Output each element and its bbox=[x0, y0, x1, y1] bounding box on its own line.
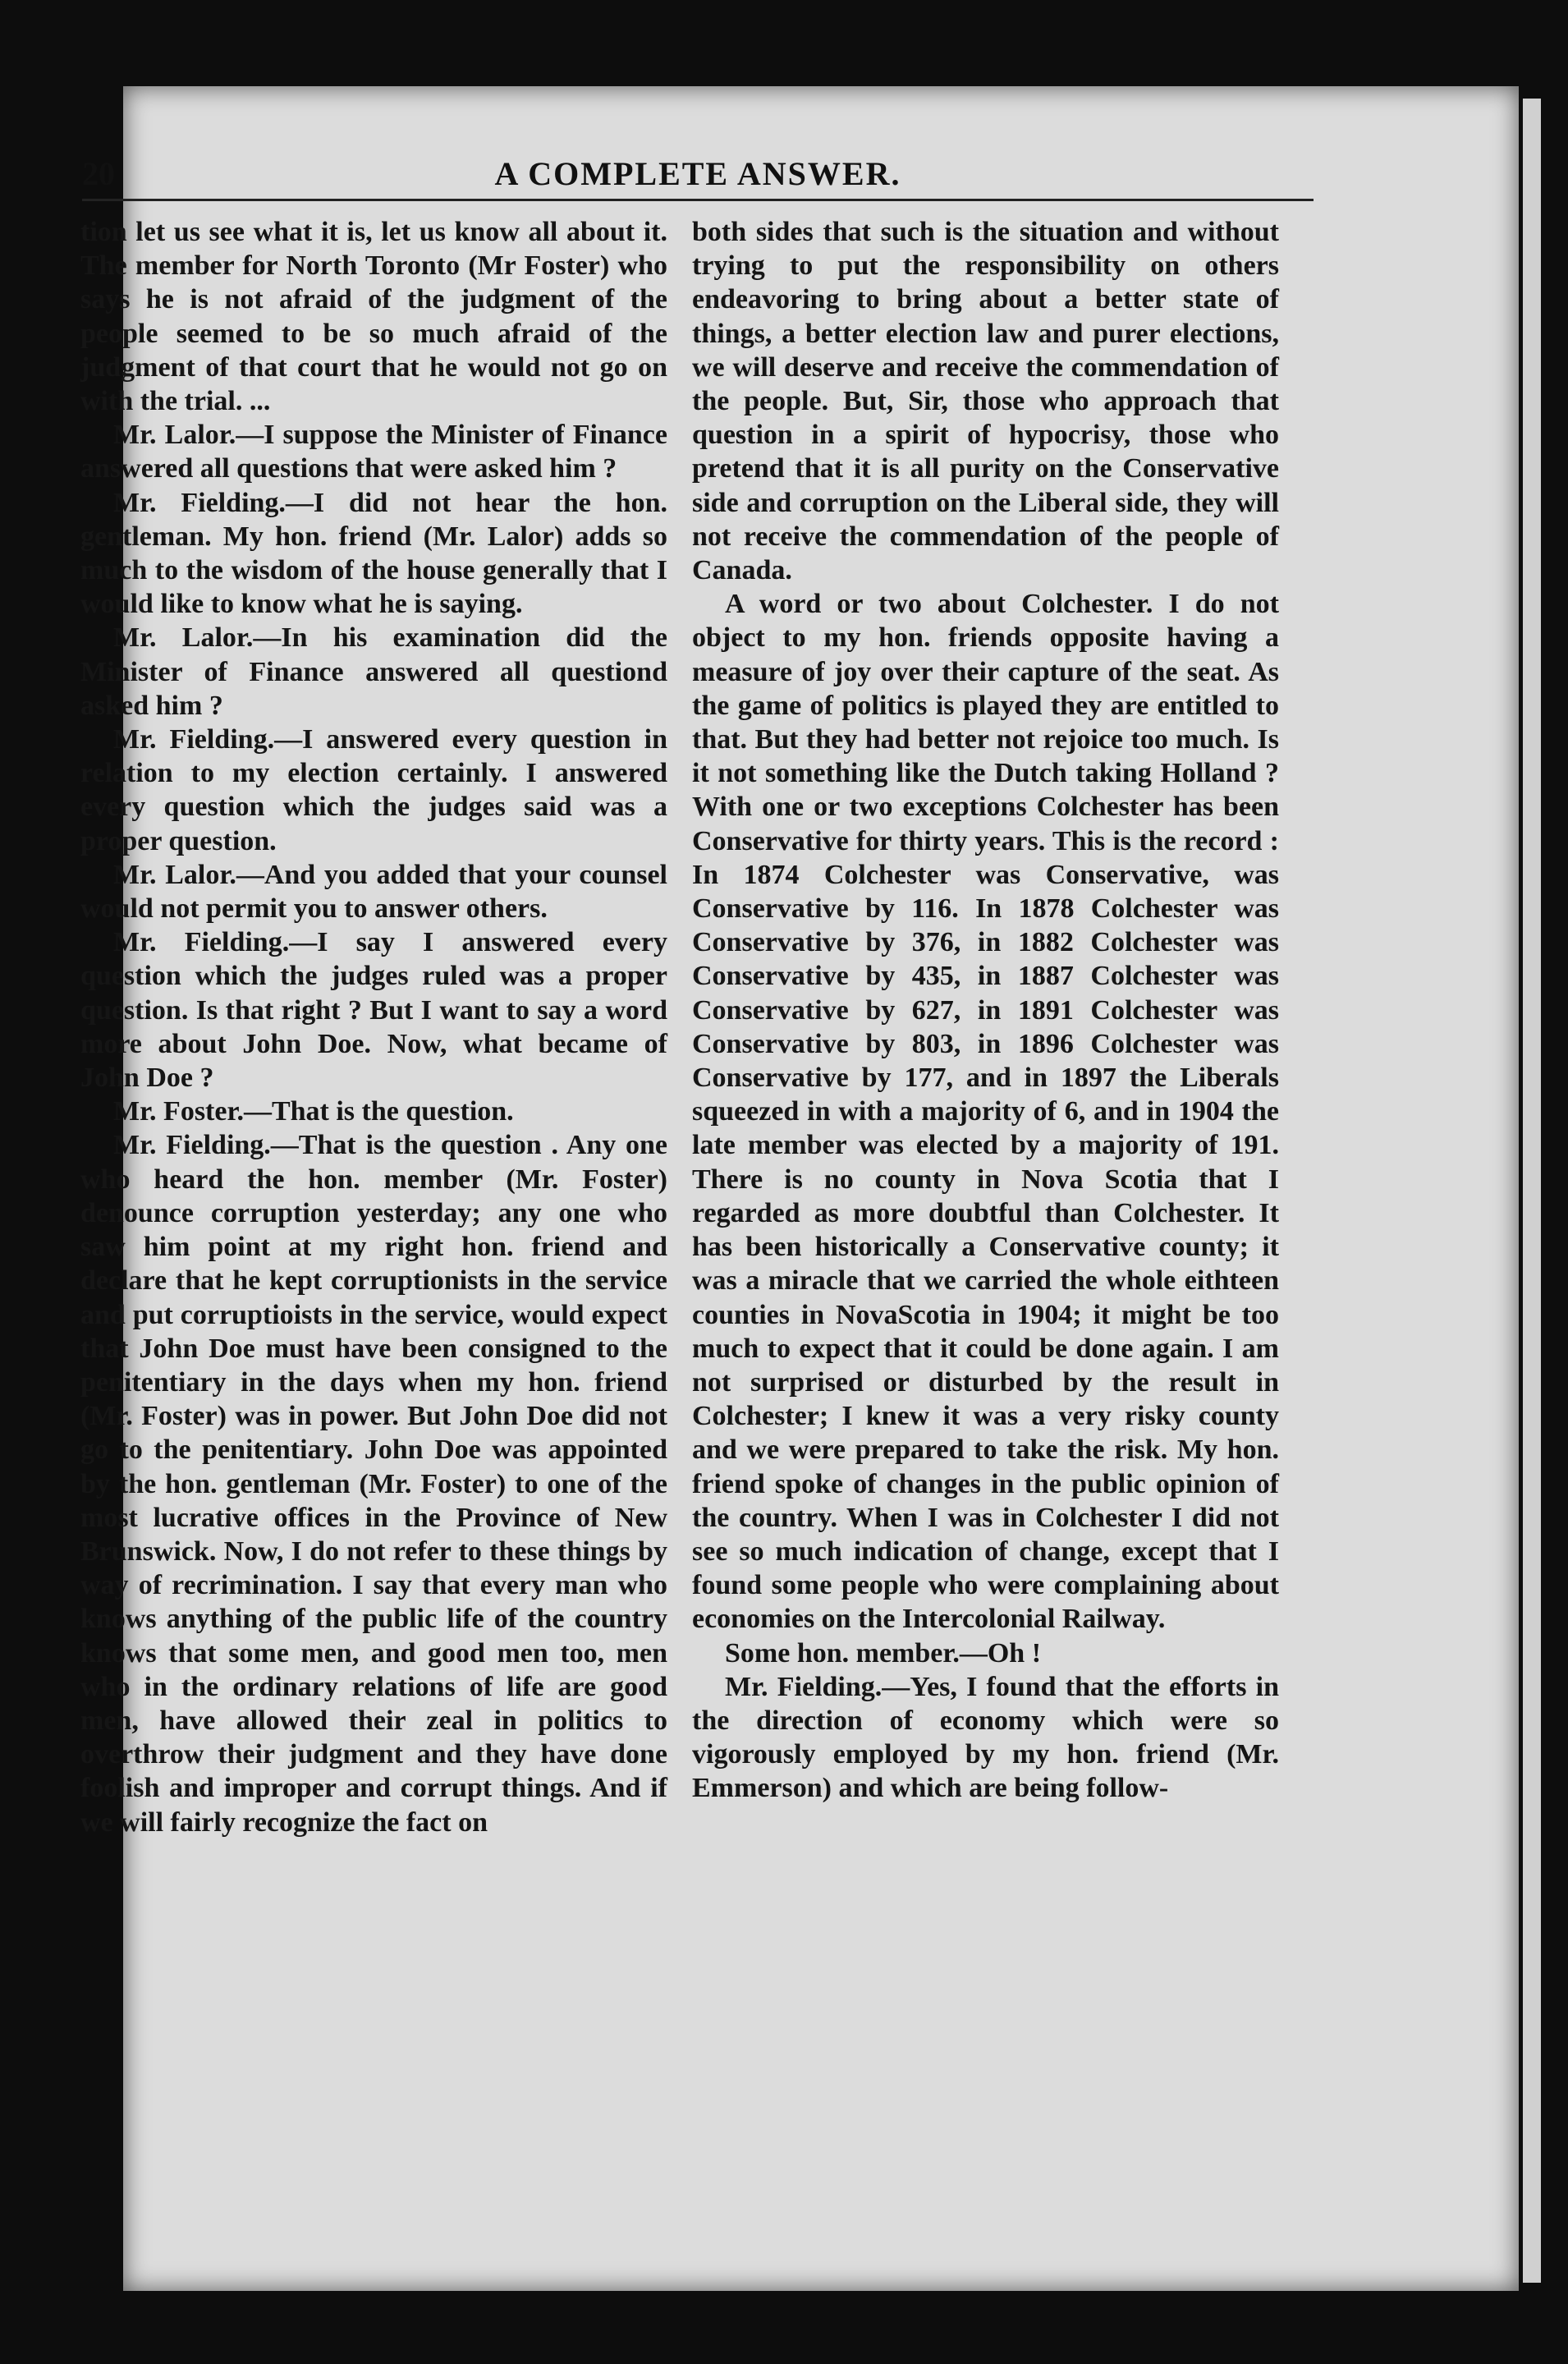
paragraph: Mr. Fielding.—Yes, I found that the efforts in the direction of economy which were so vigorously employed by my hon. friend (Mr. Emmerson) and which are being follow- bbox=[692, 1671, 1279, 1804]
facing-page-edge bbox=[1523, 99, 1541, 2283]
right-column bbox=[692, 215, 1279, 1806]
paragraph: Mr. Fielding.—That is the question . Any one who heard the hon. member (Mr. Foster) denounce corruption yesterday; any one who saw him point at my right hon. friend and declare that he kept corruptionists in the service and put corruptioists in the service, would expect that John Doe must have been consigned to the penitentiary in the days when my hon. friend (Mr. Foster) was in power. But John Doe did not go to the penitentiary. John Doe was appointed by the hon. gentleman (Mr. Foster) to one of the most lucrative offices in the Province of New Brunswick. Now, I do not refer to these things by way of recrimination. I say that every man who knows anything of the public life of the country knows that some men, and good men too, men who in the ordinary relations of life are good men, have allowed their zeal in politics to overthrow their judgment and they have done foolish and improper and corrupt things. And if we will fairly recognize the fact on bbox=[80, 1130, 667, 1838]
paragraph: A word or two about Colchester. I do not object to my hon. friends opposite having a measure of joy over their capture of the seat. As the game of politics is played they are entitled to that. But they had better not rejoice too much. Is it not something like the Dutch taking Holland ? With one or two exceptions Colchester has been Conservative for thirty years. This is the record : In 1874 Colchester was Conservative, was Conservative by 116. In 1878 Colchester was Conservative by 376, in 1882 Colchester was Conservative by 435, in 1887 Colchester was Conservative by 627, in 1891 Colchester was Conservative by 803, in 1896 Colchester was Conservative by 177, and in 1897 the Liberals squeezed in with a majority of 6, and in 1904 the late member was elected by a majority of 191. There is no county in Nova Scotia that I regarded as more doubtful than Colchester. It has been historically a Conservative county; it was a miracle that we carried the whole eithteen counties in NovaScotia in 1904; it might be too much to expect that it could be done again. I am not surprised or disturbed by the result in Colchester; I knew it was a very risky county and we were prepared to take the risk. My hon. friend spoke of changes in the public opinion of the country. When I was in Colchester I did not see so much indication of change, except that I found some people who were complaining about economies on the Intercolonial Railway. bbox=[692, 589, 1279, 1635]
header-rule bbox=[82, 199, 1314, 201]
page-number: 20 bbox=[82, 155, 115, 192]
paragraph: Mr. Fielding.—I say I answered every question which the judges ruled was a proper question. Is that right ? But I want to say a word more about John Doe. Now, what became of John Doe ? bbox=[80, 927, 667, 1094]
paragraph: Some hon. member.—Oh ! bbox=[725, 1637, 1042, 1669]
paragraph: Mr. Lalor.—And you added that your counsel would not permit you to answer others. bbox=[80, 859, 667, 925]
left-column bbox=[80, 215, 667, 1839]
paragraph: Mr. Fielding.—I answered every question in relation to my election certainly. I answered every question which the judges said was a proper question. bbox=[80, 724, 667, 856]
paragraph: Mr. Lalor.—In his examination did the Minister of Finance answered all questiond asked him ? bbox=[80, 622, 667, 721]
paragraph: both sides that such is the situation and without trying to put the responsibility on others endeavoring to bring about a better state of things, a better election law and purer elections, we will deserve and receive the commendation of the people. But, Sir, those who approach that question in a spirit of hypocrisy, those who pretend that it is all purity on the Conservative side and corruption on the Liberal side, they will not receive the commendation of the people of Canada. bbox=[692, 217, 1279, 586]
paragraph: Mr. Lalor.—I suppose the Minister of Finance answered all questions that were asked him ? bbox=[80, 420, 667, 484]
paragraph: Mr. Fielding.—I did not hear the hon. gentleman. My hon. friend (Mr. Lalor) adds so much to the wisdom of the house generally that I would like to know what he is saying. bbox=[80, 487, 667, 620]
running-head: A COMPLETE ANSWER. bbox=[494, 155, 901, 192]
paragraph: Mr. Foster.—That is the question. bbox=[113, 1096, 514, 1127]
paragraph: tion let us see what it is, let us know all about it. The member for North Toronto (Mr Foster) who says he is not afraid of the judgment of the people seemed to be so much afraid of the judgment of that court that he would not go on with the trial. ... bbox=[80, 217, 667, 417]
